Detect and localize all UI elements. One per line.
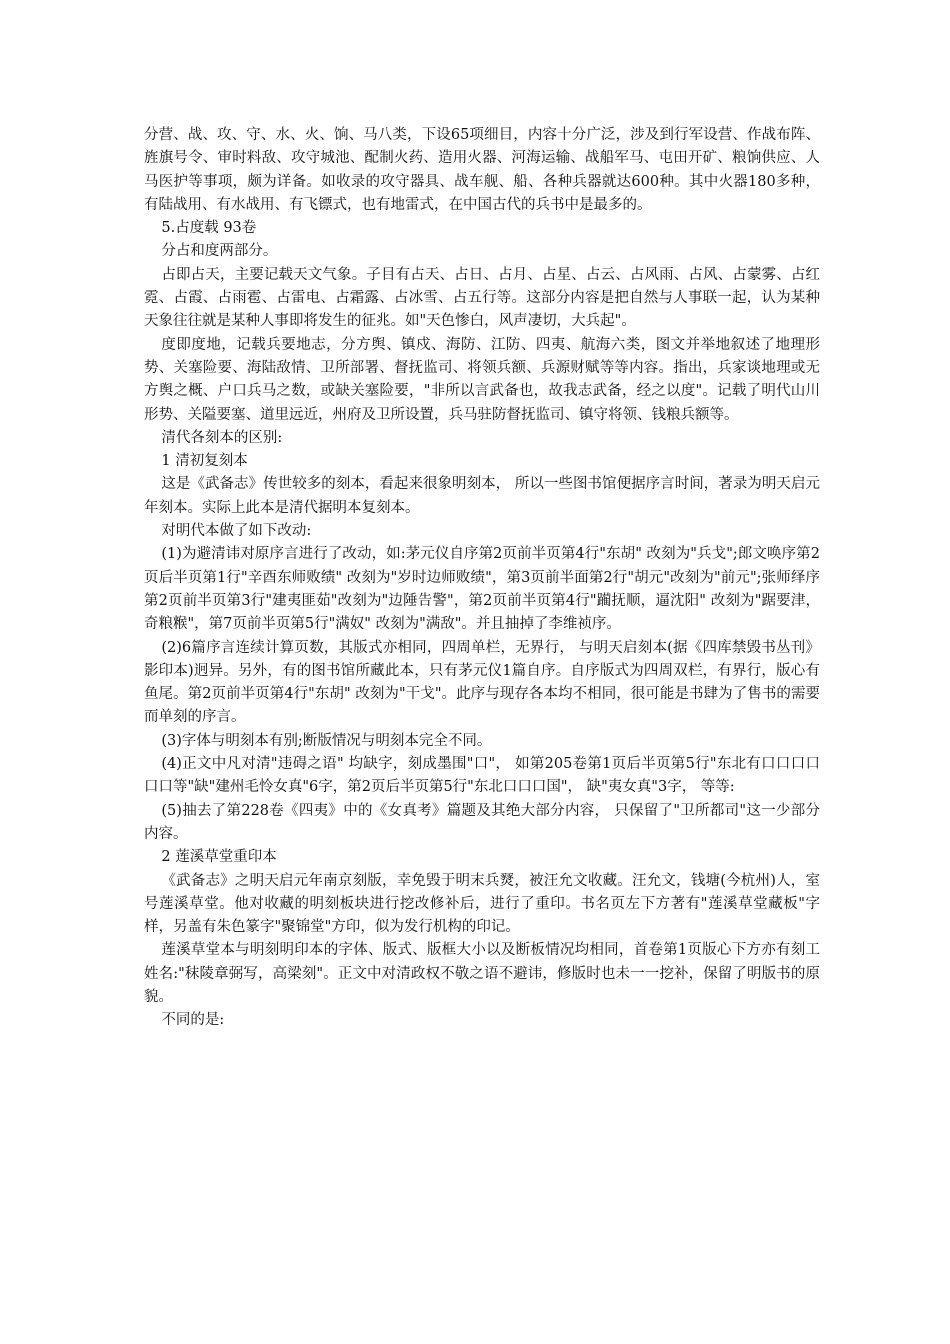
section-heading-qing: 清代各刻本的区别: [161,429,283,446]
paragraph: 度即度地，记载兵要地志，分方舆、镇戍、海防、江防、四夷、航海六类，图文并举地叙述了地理形势、关塞险要、海陆敌情、卫所部署、督抚监司、将领兵额、兵源财赋等等内容。指出，兵家谈地理或无方舆之概、户口兵马之数，或缺关塞险要，"非所以言武备也，故我志武备，经之以度"。记载了明代山川形势、关隘要塞、道里远近，州府及卫所设置，兵马驻防督抚监司、镇守将领、钱粮兵额等。 [144,336,820,423]
list-item: (4)正文中凡对清"违碍之语" 均缺字，刻成墨围"口"， 如第205卷第1页后半页第5行"东北有口口口口口口等"缺"建州毛怜女真"6字，第2页后半页第5行"东北口口口国"， 缺"夷女真"3字， 等等: [144,756,820,796]
paragraph-intro: 分占和度两部分。 [161,243,278,260]
list-item: (3)字体与明刻本有别;断版情况与明刻本完全不同。 [161,732,492,749]
paragraph: 这是《武备志》传世较多的刻本，看起来很象明刻本， 所以一些图书馆便据序言时间，著录为明天启元年刻本。实际上此本是清代据明本复刻本。 [144,476,820,516]
list-item: (1)为避清讳对原序言进行了改动，如:茅元仪自序第2页前半页第4行"东胡" 改刻为"兵戈";郎文唤序第2页后半页第1行"辛酉东师败绩" 改刻为"岁时边师败绩"，第3页前半面第2行"胡元"改刻为"前元";张师绎序第2页前半页第3行"建夷匪茹"改刻为"边陲告警"，第2页前半页第4行"躏抚顺，逼沈阳" 改刻为"踞要津，奇粮糇"，第7页前半页第5行"满奴" 改刻为"满敌"。并且抽掉了李维祯序。 [144,546,820,633]
section-heading-zhandu: 5.占度载 93卷 [161,220,257,237]
paragraph-intro: 对明代本做了如下改动: [161,523,312,540]
subheading-lianxi: 2 莲溪草堂重印本 [161,849,277,866]
list-item: (5)抽去了第228卷《四夷》中的《女真考》篇题及其绝大部分内容， 只保留了"卫所都司"这一少部分内容。 [144,802,820,842]
paragraph: 莲溪草堂本与明刻明印本的字体、版式、版框大小以及断板情况均相同，首卷第1页版心下方亦有刻工姓名:"秣陵章弼写，高梁刻"。正文中对清政权不敬之语不避讳，修版时也未一一挖补，保留了明版书的原貌。 [144,942,820,1005]
paragraph-continuation: 分营、战、攻、守、水、火、饷、马八类，下设65项细目，内容十分广泛，涉及到行军设营、作战布阵、旌旗号令、审时料敌、攻守城池、配制火药、造用火器、河海运输、战船军马、屯田开矿、粮饷供应、人马医护等事项，颇为详备。如收录的攻守器具、战车舰、船、各种兵器就达600种。其中火器180多种，有陆战用、有水战用、有飞镖式，也有地雷式，在中国古代的兵书中是最多的。 [144,127,820,213]
paragraph: 占即占天，主要记载天文气象。子目有占天、占日、占月、占星、占云、占风雨、占风、占蒙雾、占红霓、占霞、占雨雹、占雷电、占霜露、占冰雪、占五行等。这部分内容是把自然与人事联一起，认为某种天象往往就是某种人事即将发生的征兆。如"天色惨白，风声凄切，大兵起"。 [144,266,820,330]
paragraph: 《武备志》之明天启元年南京刻版，幸免毁于明末兵燹，被汪允文收藏。汪允文，钱塘(今杭州)人，室号莲溪草堂。他对收藏的明刻板块进行挖改修补后，进行了重印。书名页左下方著有"莲溪草堂藏板"字样，另盖有朱色篆字"聚锦堂"方印，似为发行机构的印记。 [144,872,820,936]
document-page [144,124,820,1033]
list-item: (2)6篇序言连续计算页数，其版式亦相同，四周单栏，无界行， 与明天启刻本(据《四库禁毁书丛刊》影印本)迥异。另外，有的图书馆所藏此本，只有茅元仪1篇自序。自序版式为四周双栏，有界行，版心有鱼尾。第2页前半页第4行"东胡" 改刻为"干戈"。此序与现存各本均不相同，很可能是书肆为了售书的需要而单刻的序言。 [144,639,820,726]
paragraph-intro: 不同的是: [161,1012,225,1029]
subheading-fukeben: 1 清初复刻本 [161,453,248,470]
